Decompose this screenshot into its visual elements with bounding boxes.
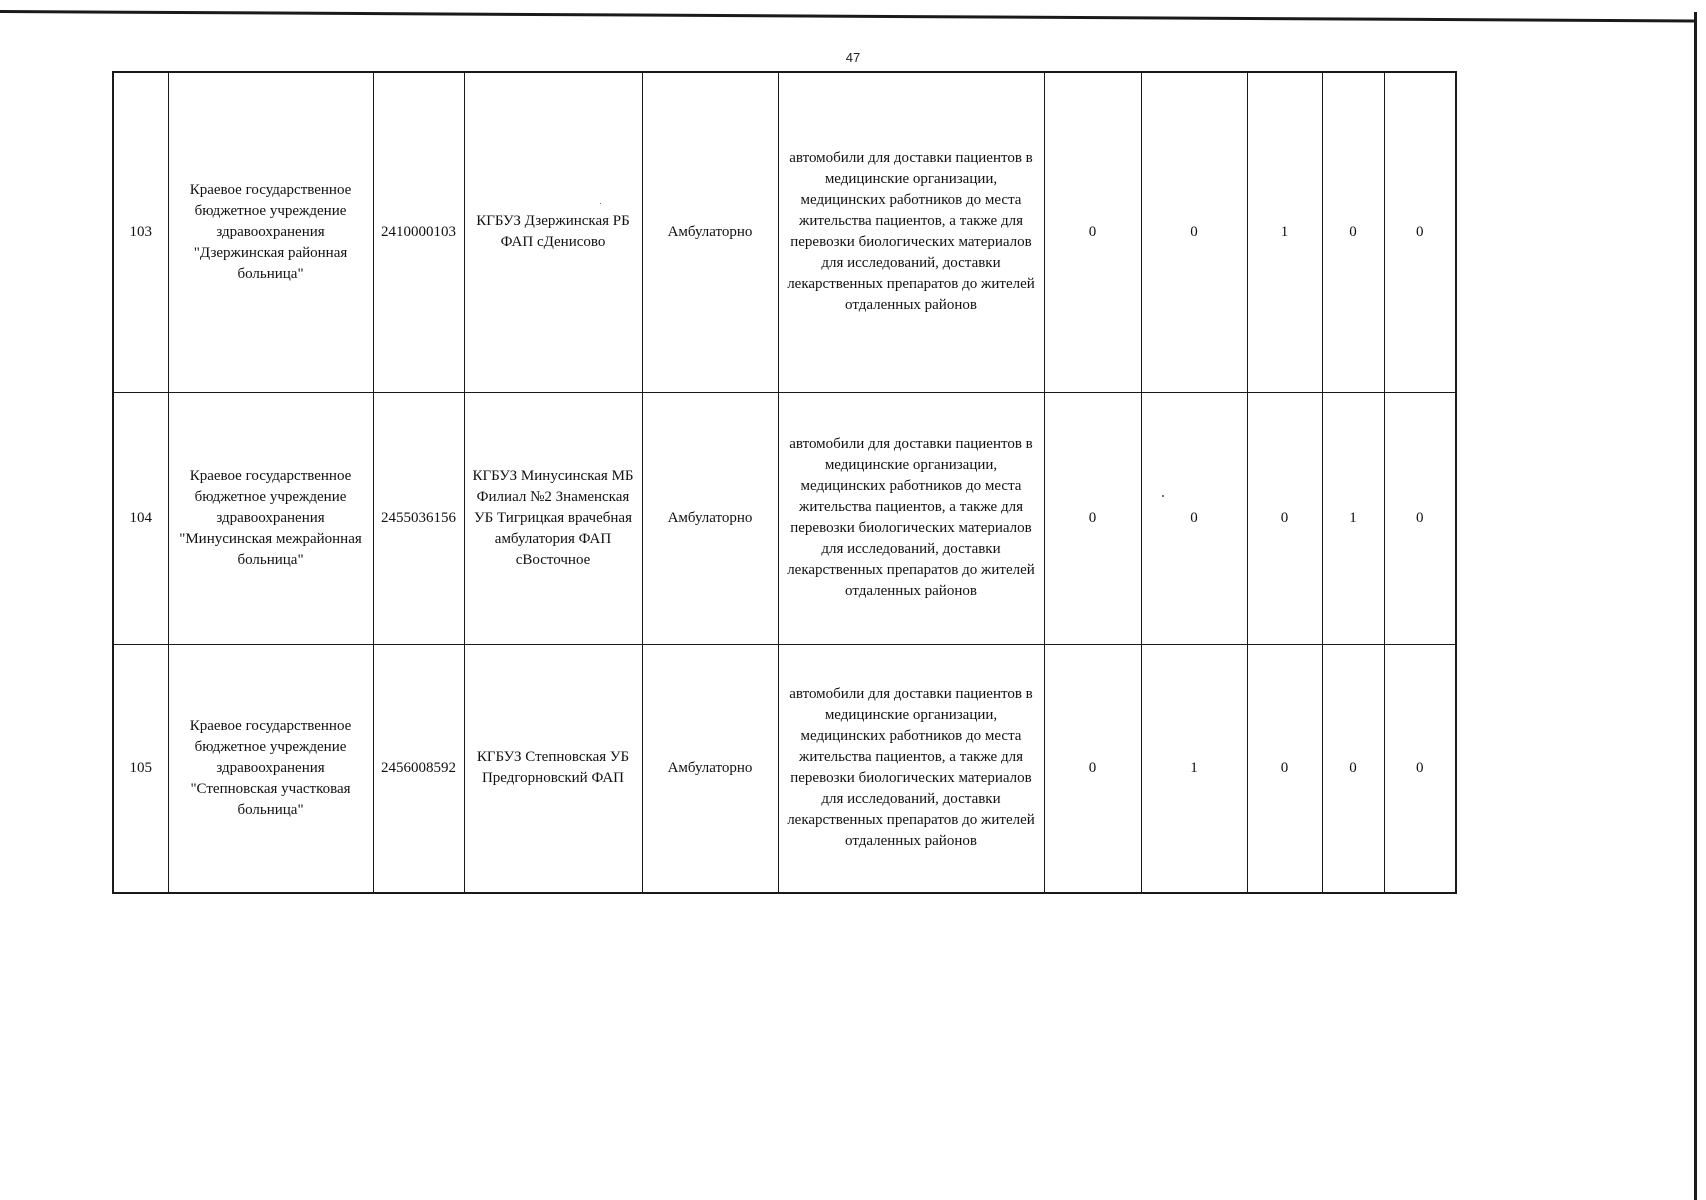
inn-code: 2456008592 bbox=[373, 644, 464, 893]
inn-code: 2410000103 bbox=[373, 72, 464, 392]
value-cell: 0 bbox=[1247, 644, 1322, 893]
vehicle-purpose: автомобили для доставки пациентов в медицинские организации, медицинских работников до места жительства пациентов, а также для перевозки биологических материалов для исследований, доставки лекарственных препаратов до жителей отдаленных районов bbox=[778, 72, 1044, 392]
organization-name: Краевое государственное бюджетное учреждение здравоохранения "Минусинская межрайонная больница" bbox=[168, 392, 373, 644]
value-cell: 0 bbox=[1322, 72, 1384, 392]
table-row bbox=[113, 644, 1456, 893]
care-type: Амбулаторно bbox=[642, 72, 778, 392]
value-cell: 0 bbox=[1141, 72, 1247, 392]
table-row bbox=[113, 72, 1456, 392]
page-number: 47 bbox=[845, 50, 861, 65]
row-number: 103 bbox=[113, 72, 168, 392]
organization-name: Краевое государственное бюджетное учреждение здравоохранения "Степновская участковая больница" bbox=[168, 644, 373, 893]
value-cell: 0 bbox=[1384, 72, 1456, 392]
value-cell: 1 bbox=[1141, 644, 1247, 893]
scan-border-right bbox=[1694, 12, 1697, 1200]
vehicle-purpose: автомобили для доставки пациентов в медицинские организации, медицинских работников до места жительства пациентов, а также для перевозки биологических материалов для исследований, доставки лекарственных препаратов до жителей отдаленных районов bbox=[778, 644, 1044, 893]
table-row bbox=[113, 392, 1456, 644]
inn-code: 2455036156 bbox=[373, 392, 464, 644]
care-type: Амбулаторно bbox=[642, 644, 778, 893]
value-cell: 0 bbox=[1044, 392, 1141, 644]
value-cell: 0 bbox=[1384, 392, 1456, 644]
value-cell: 0 bbox=[1044, 644, 1141, 893]
value-cell: 1 bbox=[1247, 72, 1322, 392]
organization-name: Краевое государственное бюджетное учреждение здравоохранения "Дзержинская районная больница" bbox=[168, 72, 373, 392]
facility-unit: КГБУЗ Дзержинская РБ ФАП сДенисово bbox=[464, 72, 642, 392]
scan-speck bbox=[1162, 495, 1164, 497]
care-type: Амбулаторно bbox=[642, 392, 778, 644]
value-cell: 0 bbox=[1247, 392, 1322, 644]
row-number: 105 bbox=[113, 644, 168, 893]
value-cell: 0 bbox=[1044, 72, 1141, 392]
value-cell: 0 bbox=[1141, 392, 1247, 644]
facility-unit: КГБУЗ Степновская УБ Предгорновский ФАП bbox=[464, 644, 642, 893]
value-cell: 1 bbox=[1322, 392, 1384, 644]
row-number: 104 bbox=[113, 392, 168, 644]
vehicle-purpose: автомобили для доставки пациентов в медицинские организации, медицинских работников до места жительства пациентов, а также для перевозки биологических материалов для исследований, доставки лекарственных препаратов до жителей отдаленных районов bbox=[778, 392, 1044, 644]
facility-unit: КГБУЗ Минусинская МБ Филиал №2 Знаменская УБ Тигрицкая врачебная амбулатория ФАП сВосточное bbox=[464, 392, 642, 644]
document-table bbox=[112, 71, 1457, 894]
value-cell: 0 bbox=[1322, 644, 1384, 893]
scan-border-top bbox=[0, 10, 1694, 22]
scan-speck bbox=[600, 203, 601, 204]
value-cell: 0 bbox=[1384, 644, 1456, 893]
